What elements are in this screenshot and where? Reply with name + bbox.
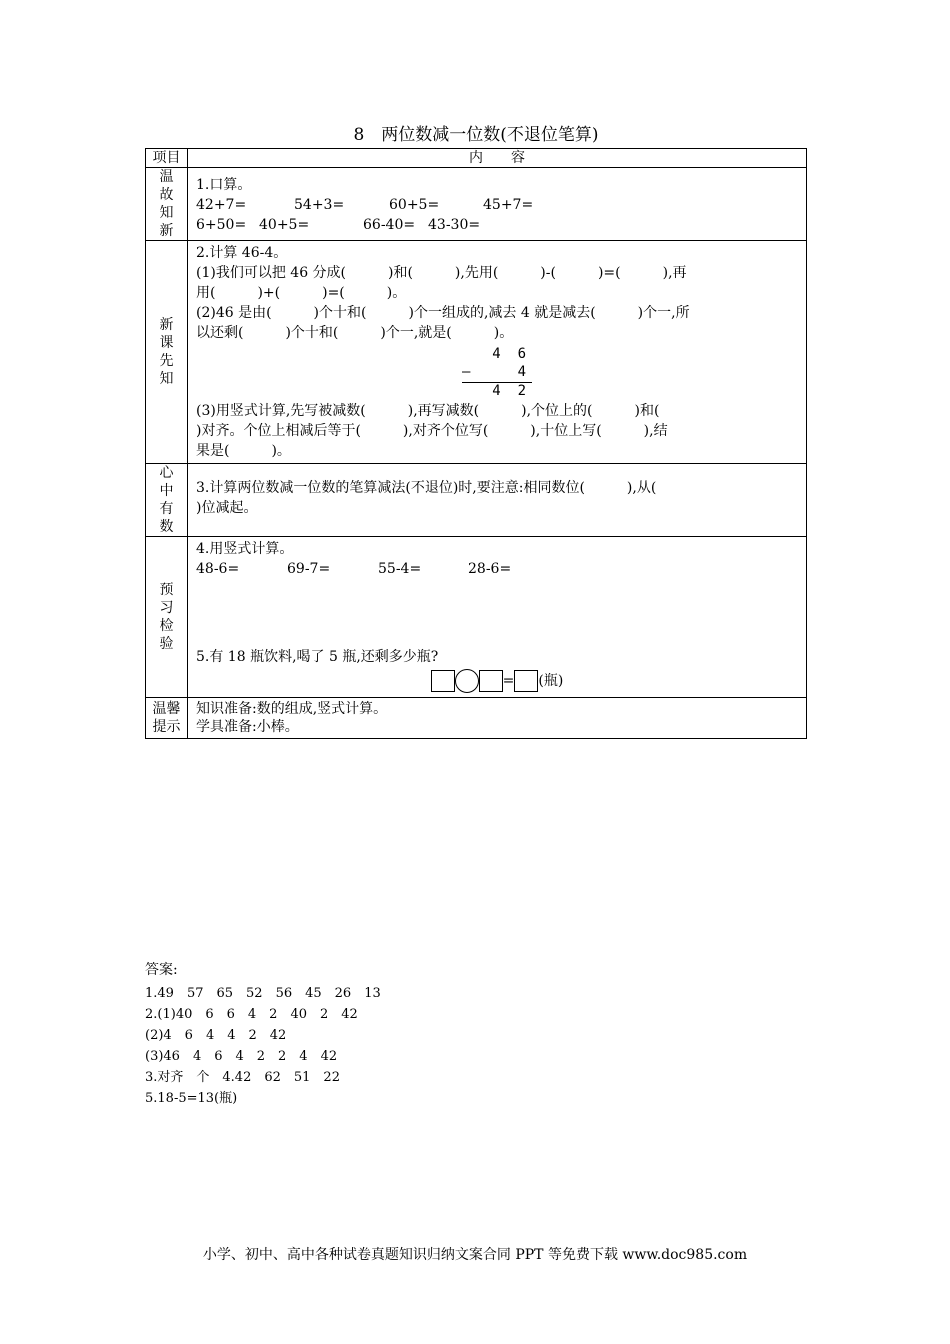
exercise-item: 69-7= — [287, 561, 331, 577]
answer-box[interactable] — [479, 670, 503, 692]
check-row — [146, 537, 807, 698]
header-item-label: 项目 — [152, 150, 181, 166]
exercise-item: 48-6= — [196, 561, 240, 577]
new-label-cell — [146, 241, 188, 464]
new-part3-line1: (3)用竖式计算,先写被减数( ),再写减数( ),个位上的( )和( — [196, 403, 660, 419]
new-part1-line1: (1)我们可以把 46 分成( )和( ),先用( )-( )=( ),再 — [196, 265, 687, 281]
tips-label-cell — [146, 698, 188, 739]
table-header-row — [146, 149, 807, 168]
oral-item: 66-40= — [363, 217, 416, 233]
answer-equation — [196, 669, 798, 693]
new-heading: 2.计算 46-4。 — [196, 245, 288, 261]
oral-item: 6+50= — [196, 217, 247, 233]
tips-line2: 学具准备:小棒。 — [196, 719, 299, 735]
worksheet-table — [145, 148, 807, 739]
answer-line: 5.18-5=13(瓶) — [145, 1091, 238, 1106]
tips-row — [146, 698, 807, 739]
unit-label: (瓶) — [538, 673, 564, 689]
answers-section — [145, 960, 381, 1109]
check-label: 预习检验 — [159, 582, 174, 652]
oral-item: 40+5= — [259, 217, 310, 233]
exercise-item: 28-6= — [468, 561, 512, 577]
tips-line1: 知识准备:数的组成,竖式计算。 — [196, 701, 388, 717]
tips-label: 温馨提示 — [152, 701, 181, 735]
new-row — [146, 241, 807, 464]
calc-minus-sign: — — [462, 364, 471, 380]
oral-item: 54+3= — [294, 197, 345, 213]
oral-item: 42+7= — [196, 197, 247, 213]
exercise-item: 55-4= — [378, 561, 422, 577]
page-title: 8 两位数减一位数(不退位笔算) — [353, 125, 599, 145]
mind-label-cell — [146, 464, 188, 537]
check-label-cell — [146, 537, 188, 698]
operator-circle[interactable] — [455, 669, 479, 693]
mind-content — [188, 464, 807, 537]
equals-sign: = — [502, 673, 515, 689]
calc-subtrahend: 4 — [517, 364, 526, 380]
calc-minuend: 4 6 — [492, 346, 526, 362]
answer-line: 3.对齐 个 4.42 62 51 22 — [145, 1070, 340, 1085]
oral-item: 45+7= — [483, 197, 534, 213]
answer-line: 1.49 57 65 52 56 45 26 13 — [145, 986, 381, 1001]
answers-heading: 答案: — [145, 962, 178, 978]
answer-box[interactable] — [431, 670, 455, 692]
new-part2-line2: 以还剩( )个十和( )个一,就是( )。 — [196, 325, 514, 341]
new-content — [188, 241, 807, 464]
check-content — [188, 537, 807, 698]
mind-line2: )位减起。 — [196, 500, 258, 516]
review-label-cell — [146, 168, 188, 241]
oral-item: 43-30= — [428, 217, 481, 233]
review-row1 — [196, 195, 798, 215]
review-heading: 1.口算。 — [196, 177, 252, 193]
answer-box[interactable] — [514, 670, 538, 692]
check-exercise-row — [196, 559, 798, 579]
check-heading: 4.用竖式计算。 — [196, 541, 294, 557]
mind-line1: 3.计算两位数减一位数的笔算减法(不退位)时,要注意:相同数位( ),从( — [196, 480, 657, 496]
new-part3-line3: 果是( )。 — [196, 443, 291, 459]
new-part3-line2: )对齐。个位上相减后等于( ),对齐个位写( ),十位上写( ),结 — [196, 423, 668, 439]
word-problem: 5.有 18 瓶饮料,喝了 5 瓶,还剩多少瓶? — [196, 649, 439, 665]
mind-label: 心中有数 — [159, 465, 174, 535]
mind-row — [146, 464, 807, 537]
calc-result: 4 2 — [492, 383, 526, 399]
new-part2-line1: (2)46 是由( )个十和( )个一组成的,减去 4 就是减去( )个一,所 — [196, 305, 690, 321]
answer-line: (3)46 4 6 4 2 2 4 42 — [145, 1049, 338, 1064]
footer-note: 小学、初中、高中各种试卷真题知识归纳文案合同 PPT 等免费下载 www.doc985.com — [202, 1247, 748, 1263]
oral-item: 60+5= — [389, 197, 440, 213]
vertical-calculation — [462, 345, 532, 399]
review-label: 温故知新 — [159, 169, 174, 239]
header-content-cell — [188, 149, 807, 168]
answer-line: 2.(1)40 6 6 4 2 40 2 42 — [145, 1007, 358, 1022]
review-content — [188, 168, 807, 241]
header-content-label: 内 容 — [469, 150, 525, 166]
review-row — [146, 168, 807, 241]
new-label: 新课先知 — [159, 317, 174, 387]
review-row2 — [196, 215, 798, 235]
answer-line: (2)4 6 4 4 2 42 — [145, 1028, 287, 1043]
header-item-cell — [146, 149, 188, 168]
new-part1-line2: 用( )+( )=( )。 — [196, 285, 407, 301]
tips-content — [188, 698, 807, 739]
